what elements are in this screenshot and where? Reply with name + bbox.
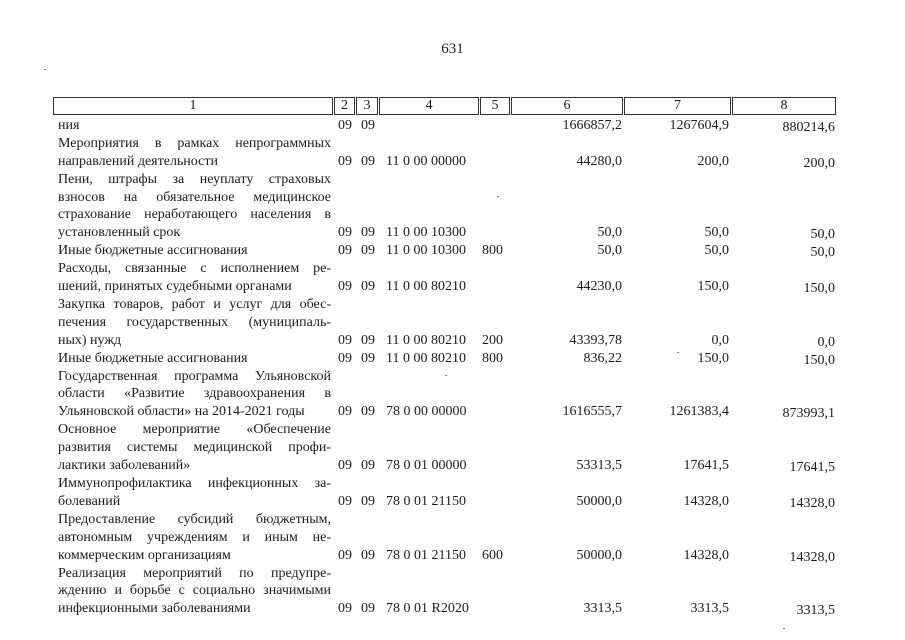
row-name-line: Иммунопрофилактика инфекционных за- (58, 476, 331, 491)
cell-col-3: 09 (361, 458, 375, 474)
cell-col-7: 14328,0 (683, 547, 729, 563)
row-name-line: шений, принятых судебными органами (58, 279, 292, 295)
row-name-line: коммерческим организациям (58, 547, 231, 563)
cell-col-4: 11 0 00 10300 (386, 225, 466, 241)
cell-col-4: 78 0 01 00000 (386, 458, 467, 474)
scan-speck (497, 196, 499, 197)
cell-col-6: 43393,78 (569, 332, 622, 348)
cell-col-2: 09 (338, 547, 352, 563)
row-name-line: Предоставление субсидий бюджетным, (58, 511, 331, 527)
cell-col-7: 14328,0 (683, 493, 729, 509)
row-name-line: ных) нужд (58, 332, 122, 348)
cell-col-4: 11 0 00 80210 (386, 279, 466, 295)
cell-col-5: 200 (482, 332, 503, 348)
row-name-line: лактики заболеваний» (58, 458, 191, 474)
cell-col-7: 50,0 (704, 243, 729, 259)
cell-col-6: 3313,5 (583, 601, 622, 617)
cell-col-7: 17641,5 (683, 458, 729, 474)
row-name-line: страхование неработающего населения в (58, 207, 331, 223)
cell-col-2: 09 (338, 118, 352, 133)
table-row (0, 242, 905, 260)
cell-col-5: 800 (482, 350, 503, 366)
cell-col-8: 873993,1 (782, 406, 835, 422)
table-row (0, 117, 905, 135)
header-col-4: 4 (379, 97, 479, 115)
cell-col-2: 09 (338, 404, 352, 420)
cell-col-3: 09 (361, 404, 375, 420)
cell-col-8: 50,0 (810, 227, 835, 243)
row-name-line: печения государственных (муниципаль- (58, 314, 331, 330)
cell-col-2: 09 (338, 153, 352, 169)
row-name-line: болеваний (58, 493, 121, 509)
row-name-line: автономным учреждениям и иным не- (58, 529, 331, 545)
cell-col-2: 09 (338, 332, 352, 348)
cell-col-4: 11 0 00 80210 (386, 350, 466, 366)
table-row (0, 350, 905, 368)
table-header (0, 97, 905, 115)
cell-col-2: 09 (338, 279, 352, 295)
cell-col-6: 50000,0 (576, 547, 622, 563)
cell-col-3: 09 (361, 243, 375, 259)
cell-col-6: 1666857,2 (562, 118, 622, 133)
cell-col-7: 1267604,9 (669, 118, 729, 133)
cell-col-6: 53313,5 (576, 458, 622, 474)
cell-col-7: 200,0 (697, 153, 729, 169)
table-row (0, 296, 905, 350)
cell-col-2: 09 (338, 350, 352, 366)
row-name-line: направлений деятельности (58, 153, 218, 169)
row-name-line: Государственная программа Ульяновской (58, 368, 331, 384)
scan-speck (44, 69, 46, 70)
header-col-5: 5 (480, 97, 510, 115)
row-name-line: Иные бюджетные ассигнования (58, 350, 248, 366)
cell-col-7: 50,0 (704, 225, 729, 241)
cell-col-4: 78 0 01 R2020 (386, 601, 469, 617)
cell-col-3: 09 (361, 118, 375, 133)
cell-col-3: 09 (361, 279, 375, 295)
cell-col-5: 800 (482, 243, 503, 259)
cell-col-4: 78 0 01 21150 (386, 547, 466, 563)
header-col-7: 7 (624, 97, 731, 115)
cell-col-3: 09 (361, 547, 375, 563)
cell-col-8: 17641,5 (789, 460, 835, 476)
row-name-line: Основное мероприятие «Обеспечение (58, 422, 331, 438)
table-row (0, 135, 905, 171)
cell-col-8: 14328,0 (789, 549, 835, 565)
cell-col-8: 0,0 (817, 334, 835, 350)
cell-col-8: 150,0 (803, 352, 835, 368)
scan-speck (783, 628, 785, 629)
cell-col-7: 1261383,4 (669, 404, 729, 420)
cell-col-8: 200,0 (803, 155, 835, 171)
row-name-line: области «Развитие здравоохранения в (58, 386, 331, 402)
header-col-3: 3 (356, 97, 378, 115)
cell-col-3: 09 (361, 332, 375, 348)
header-col-8: 8 (732, 97, 836, 115)
cell-col-2: 09 (338, 493, 352, 509)
table-row (0, 475, 905, 511)
cell-col-6: 50,0 (597, 225, 622, 241)
cell-col-3: 09 (361, 350, 375, 366)
cell-col-4: 11 0 00 00000 (386, 153, 466, 169)
row-name-line: ния (58, 118, 80, 133)
cell-col-6: 50,0 (597, 243, 622, 259)
header-col-6: 6 (511, 97, 623, 115)
cell-col-8: 50,0 (810, 245, 835, 261)
cell-col-4: 11 0 00 80210 (386, 332, 466, 348)
page-number: 631 (441, 41, 464, 57)
cell-col-2: 09 (338, 243, 352, 259)
cell-col-8: 3313,5 (796, 603, 835, 619)
cell-col-2: 09 (338, 225, 352, 241)
cell-col-3: 09 (361, 225, 375, 241)
cell-col-4: 78 0 00 00000 (386, 404, 467, 420)
cell-col-2: 09 (338, 601, 352, 617)
scan-speck (677, 352, 679, 353)
cell-col-3: 09 (361, 493, 375, 509)
cell-col-5: 600 (482, 547, 503, 563)
header-col-1: 1 (53, 97, 333, 115)
table-row (0, 565, 905, 619)
scan-speck (445, 375, 447, 376)
row-name-line: Иные бюджетные ассигнования (58, 243, 248, 259)
table-row (0, 368, 905, 422)
row-name-line: взносов на обязательное медицинское (58, 189, 331, 205)
cell-col-4: 11 0 00 10300 (386, 243, 466, 259)
row-name-line: инфекционными заболеваниями (58, 601, 251, 617)
cell-col-7: 3313,5 (690, 601, 729, 617)
row-name-line: установленный срок (58, 225, 181, 241)
row-name-line: ждению и борьбе с социально значимыми (58, 583, 331, 599)
row-name-line: Закупка товаров, работ и услуг для обес- (58, 297, 331, 312)
cell-col-7: 0,0 (711, 332, 729, 348)
row-name-line: Расходы, связанные с исполнением ре- (58, 261, 331, 277)
cell-col-8: 14328,0 (789, 495, 835, 511)
cell-col-4: 78 0 01 21150 (386, 493, 466, 509)
cell-col-6: 44280,0 (576, 153, 622, 169)
cell-col-8: 150,0 (803, 281, 835, 297)
table-row (0, 171, 905, 243)
cell-col-3: 09 (361, 153, 375, 169)
cell-col-6: 836,22 (583, 350, 622, 366)
cell-col-6: 44230,0 (576, 279, 622, 295)
table-row (0, 421, 905, 475)
table-row (0, 511, 905, 565)
cell-col-8: 880214,6 (782, 120, 835, 135)
cell-col-7: 150,0 (697, 350, 729, 366)
header-col-2: 2 (334, 97, 355, 115)
row-name-line: Реализация мероприятий по предупре- (58, 565, 331, 581)
cell-col-3: 09 (361, 601, 375, 617)
table-row (0, 260, 905, 296)
cell-col-7: 150,0 (697, 279, 729, 295)
row-name-line: Мероприятия в рамках непрограммных (58, 135, 331, 151)
row-name-line: Ульяновской области» на 2014-2021 годы (58, 404, 305, 420)
cell-col-2: 09 (338, 458, 352, 474)
row-name-line: Пени, штрафы за неуплату страховых (58, 171, 331, 187)
cell-col-6: 50000,0 (576, 493, 622, 509)
cell-col-6: 1616555,7 (562, 404, 622, 420)
row-name-line: развития системы медицинской профи- (58, 440, 331, 456)
